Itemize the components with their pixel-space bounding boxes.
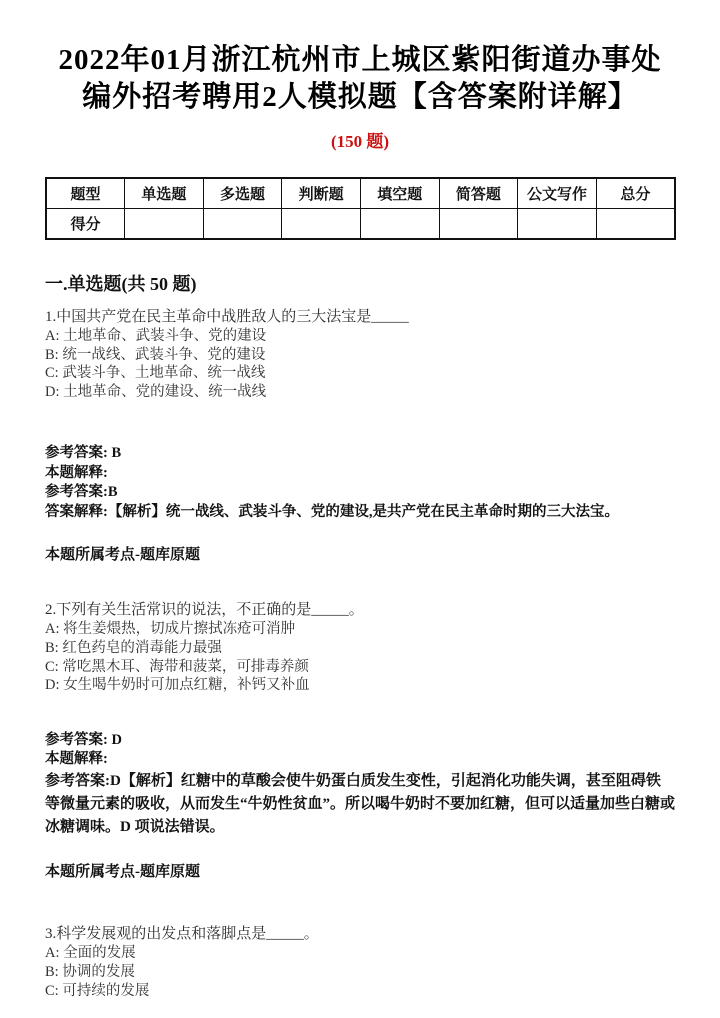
- exam-title: [28, 42, 692, 116]
- score-table-header-cell: 判断题: [282, 178, 361, 209]
- option-line: C: 常吃黑木耳、海带和菠菜，可排毒养颜: [45, 658, 309, 675]
- score-table-score-row: [46, 209, 675, 240]
- option-line: A: 全面的发展: [45, 944, 136, 961]
- question-stem: 2.下列有关生活常识的说法，不正确的是_____。: [45, 602, 364, 619]
- answer-ref: 参考答案: D: [45, 731, 122, 748]
- question-block-3: [0, 925, 720, 1002]
- score-cell-empty: [282, 209, 361, 240]
- exam-title-line-2: 编外招考聘用2人模拟题【含答案附详解】: [82, 81, 638, 113]
- score-cell-empty: [125, 209, 204, 240]
- option-line: C: 可持续的发展: [45, 983, 150, 1000]
- score-table-header-cell: 公文写作: [518, 178, 597, 209]
- score-row-label: 得分: [46, 209, 125, 240]
- option-line: B: 协调的发展: [45, 964, 135, 981]
- score-cell-empty: [596, 209, 675, 240]
- option-line: B: 统一战线、武装斗争、党的建设: [45, 346, 266, 363]
- option-line: C: 武装斗争、土地革命、统一战线: [45, 365, 266, 382]
- score-cell-empty: [361, 209, 440, 240]
- score-table-header-cell: 简答题: [439, 178, 518, 209]
- option-line: A: 土地革命、武装斗争、党的建设: [45, 328, 267, 344]
- answer-analysis: 参考答案:D【解析】红糖中的草酸会使牛奶蛋白质发生变性，引起消化功能失调，甚至阻碍铁等微量元素的吸收，从而发生“牛奶性贫血”。所以喝牛奶时不要加红糖，但可以适量加些白糖或冰糖调味。D 项说法错误。: [45, 772, 676, 835]
- answer-explain-label: 本题解释:: [45, 751, 108, 768]
- score-table-header-row: [46, 178, 675, 209]
- answer-ref: 参考答案: B: [45, 445, 122, 462]
- score-cell-empty: [439, 209, 518, 240]
- option-line: D: 女生喝牛奶时可加点红糖，补钙又补血: [45, 677, 310, 694]
- score-table-header-cell: 填空题: [361, 178, 440, 209]
- score-cell-empty: [203, 209, 282, 240]
- source-line: 本题所属考点-题库原题: [45, 547, 200, 564]
- option-line: D: 土地革命、党的建设、统一战线: [45, 383, 267, 400]
- section-heading: 一.单选题(共 50 题): [45, 274, 197, 294]
- option-line: A: 将生姜煨热，切成片擦拭冻疮可消肿: [45, 621, 296, 638]
- question-stem: 3.科学发展观的出发点和落脚点是_____。: [45, 925, 319, 942]
- answer-ref-2: 参考答案:B: [45, 484, 118, 501]
- option-line: B: 红色药皂的消毒能力最强: [45, 639, 222, 656]
- answer-block: [45, 444, 675, 522]
- answer-explain-label: 本题解释:: [45, 464, 108, 481]
- question-count-badge: (150 题): [330, 132, 390, 151]
- score-table-header-cell: 单选题: [125, 178, 204, 209]
- question-block-1: [0, 308, 720, 564]
- score-table-header-cell: 总分: [596, 178, 675, 209]
- source-line: 本题所属考点-题库原题: [45, 863, 200, 880]
- score-table: [45, 177, 676, 240]
- question-stem: 1.中国共产党在民主革命中战胜敌人的三大法宝是_____: [45, 309, 409, 325]
- score-table-header-cell: 多选题: [203, 178, 282, 209]
- score-table-header-cell: 题型: [46, 178, 125, 209]
- question-block-2: [0, 601, 720, 880]
- exam-title-line-1: 2022年01月浙江杭州市上城区紫阳街道办事处: [58, 44, 662, 76]
- answer-analysis: 答案解释:【解析】统一战线、武装斗争、党的建设,是共产党在民主革命时期的三大法宝。: [45, 503, 619, 520]
- answer-block: [45, 731, 675, 839]
- score-cell-empty: [518, 209, 597, 240]
